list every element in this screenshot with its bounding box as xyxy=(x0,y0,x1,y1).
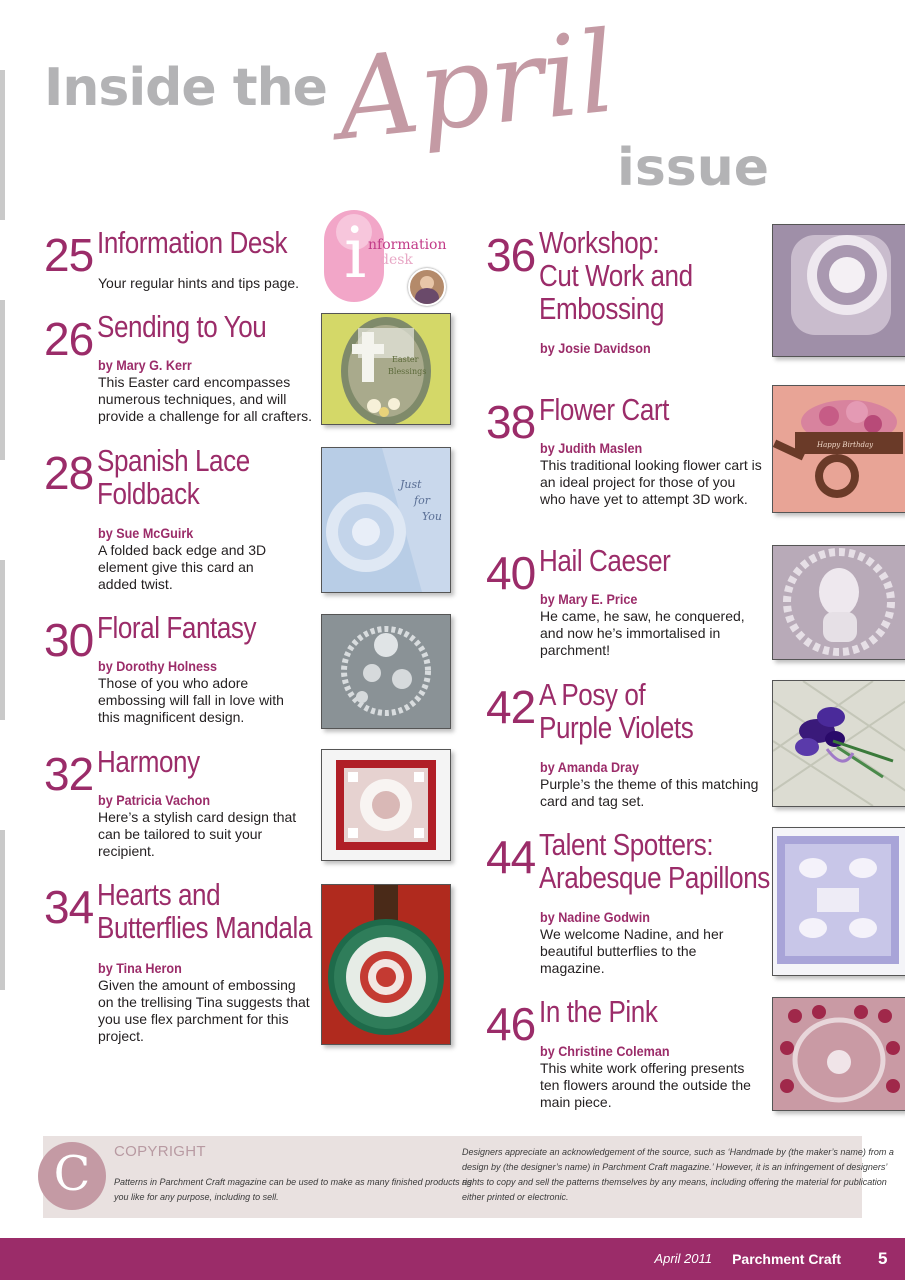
copyright-symbol: C xyxy=(53,1146,91,1202)
footer-date: April 2011 xyxy=(654,1251,712,1266)
article-byline: by Dorothy Holness xyxy=(98,658,218,674)
page-number: 38 xyxy=(486,396,536,448)
description-line: This white work offering presents xyxy=(540,1060,745,1076)
page-number: 44 xyxy=(486,831,536,883)
thumb-text: Blessings xyxy=(388,367,427,376)
article-byline: by Judith Maslen xyxy=(540,440,643,456)
edge-decoration xyxy=(0,70,5,220)
harmony-image xyxy=(322,750,450,860)
title-inside-the: Inside the xyxy=(44,58,327,118)
thumbnail-flower-cart xyxy=(772,385,905,513)
thumb-text: Just xyxy=(400,478,422,491)
article-title xyxy=(97,310,299,343)
article-title xyxy=(539,226,722,325)
description-line: an ideal project for those of you xyxy=(540,474,736,490)
article-title-line: Flower Cart xyxy=(539,392,669,427)
article-title-line: A Posy of xyxy=(539,677,646,712)
thumb-text: Happy Birthday xyxy=(817,441,874,449)
description-line: Here’s a stylish card design that xyxy=(98,809,297,825)
page-number: 25 xyxy=(44,229,94,281)
page-number: 36 xyxy=(486,229,536,281)
description-line: We welcome Nadine, and her xyxy=(540,926,724,942)
thumbnail-arabesque xyxy=(772,827,905,976)
info-logo-avatar xyxy=(408,268,446,306)
article-byline: by Mary E. Price xyxy=(540,591,638,607)
edge-decoration xyxy=(0,560,5,720)
thumbnail-purple-violets xyxy=(772,680,905,807)
article-byline: by Christine Coleman xyxy=(540,1043,670,1059)
title-issue: issue xyxy=(617,138,770,198)
article-title-line: Floral Fantasy xyxy=(97,610,257,645)
article-title xyxy=(97,226,323,259)
workshop-image xyxy=(773,225,905,356)
article-description xyxy=(98,542,266,593)
description-line: parchment! xyxy=(540,642,611,658)
article-byline: by Amanda Dray xyxy=(540,759,639,775)
description-line: recipient. xyxy=(98,843,155,859)
thumbnail-mandala xyxy=(321,884,451,1045)
article-byline: by Mary G. Kerr xyxy=(98,357,192,373)
page-number: 32 xyxy=(44,748,94,800)
article-title-line: Spanish Lace xyxy=(97,443,250,478)
copyright-line: either printed or electronic. xyxy=(462,1192,569,1202)
spanish-lace-image xyxy=(322,448,450,592)
article-description xyxy=(540,457,762,508)
easter-card-image xyxy=(322,314,450,424)
description-line: this magnificent design. xyxy=(98,709,245,725)
copyright-line: Designers appreciate an acknowledgement of the source, such as ‘Handmade by (the maker’s name) from a xyxy=(462,1147,894,1157)
thumbnail-hail-caeser xyxy=(772,545,905,660)
thumbnail-workshop xyxy=(772,224,905,357)
description-line: can be tailored to suit your xyxy=(98,826,263,842)
article-title-line: Purple Violets xyxy=(539,710,694,745)
article-title-line: Harmony xyxy=(97,744,200,779)
description-line: He came, he saw, he conquered, xyxy=(540,608,745,624)
info-logo-word2: desk xyxy=(380,252,413,268)
edge-decoration xyxy=(0,300,5,460)
description-line: project. xyxy=(98,1028,144,1044)
article-title-line: Embossing xyxy=(539,291,665,326)
page-number: 26 xyxy=(44,313,94,365)
copyright-icon xyxy=(38,1142,106,1210)
info-logo-letter: i xyxy=(344,212,367,294)
article-title-line: Talent Spotters: xyxy=(539,827,714,862)
description-line: Purple’s the theme of this matching xyxy=(540,776,759,792)
thumbnail-spanish-lace xyxy=(321,447,451,593)
footer-page-number: 5 xyxy=(878,1249,888,1268)
edge-decoration xyxy=(0,830,5,990)
page-number: 34 xyxy=(44,881,94,933)
thumbnail-harmony xyxy=(321,749,451,861)
article-title-line: Hearts and xyxy=(97,877,221,912)
description-line: beautiful butterflies to the xyxy=(540,943,697,959)
thumbnail-in-the-pink xyxy=(772,997,905,1111)
description-line: who have yet to attempt 3D work. xyxy=(540,491,748,507)
article-description xyxy=(540,776,758,810)
page-number: 28 xyxy=(44,447,94,499)
description-line: Those of you who adore xyxy=(98,675,249,691)
info-logo-word1: nformation xyxy=(368,237,447,253)
description-line: A folded back edge and 3D xyxy=(98,542,267,558)
article-description xyxy=(98,977,310,1045)
article-title-line: Butterflies Mandala xyxy=(97,910,312,945)
title-month: April xyxy=(331,7,622,166)
article-title xyxy=(97,745,219,778)
description-line: added twist. xyxy=(98,576,173,592)
article-title-line: In the Pink xyxy=(539,994,658,1029)
page-number: 42 xyxy=(486,681,536,733)
article-title xyxy=(539,544,695,577)
mandala-image xyxy=(322,885,450,1044)
description-line: main piece. xyxy=(540,1094,612,1110)
article-title xyxy=(539,995,680,1028)
description-line: and now he’s immortalised in xyxy=(540,625,721,641)
article-description xyxy=(98,809,296,860)
description-line: on the trellising Tina suggests that xyxy=(98,994,310,1010)
purple-violets-image xyxy=(773,681,905,806)
flower-cart-image xyxy=(773,386,905,512)
description-line: provide a challenge for all crafters. xyxy=(98,408,312,424)
description-line: you use flex parchment for this xyxy=(98,1011,289,1027)
article-byline: by Sue McGuirk xyxy=(98,525,194,541)
copyright-heading: COPYRIGHT xyxy=(114,1143,206,1160)
description-line: embossing will fall in love with xyxy=(98,692,284,708)
article-title xyxy=(97,444,279,510)
thumbnail-easter-card xyxy=(321,313,451,425)
page-number: 30 xyxy=(44,614,94,666)
page-number: 46 xyxy=(486,998,536,1050)
article-description xyxy=(98,675,284,726)
description-line: This Easter card encompasses xyxy=(98,374,291,390)
page-number: 40 xyxy=(486,547,536,599)
description-line: card and tag set. xyxy=(540,793,645,809)
article-description xyxy=(540,926,723,977)
information-desk-logo xyxy=(322,210,472,310)
article-description xyxy=(540,608,745,659)
article-title xyxy=(97,611,286,644)
article-title-line: Hail Caeser xyxy=(539,543,671,578)
thumbnail-floral-fantasy xyxy=(321,614,451,729)
article-byline: by Tina Heron xyxy=(98,960,182,976)
copyright-line: rights to copy and sell the patterns themselves by any means, including offering the material for publication xyxy=(462,1177,887,1187)
description-line: numerous techniques, and will xyxy=(98,391,287,407)
footer-magazine-name: Parchment Craft xyxy=(732,1251,841,1267)
article-title-line: Workshop: xyxy=(539,225,660,260)
article-title xyxy=(97,878,353,944)
copyright-line: you like for any purpose, including to sell. xyxy=(114,1192,279,1202)
copyright-right-text xyxy=(462,1145,894,1205)
thumb-text: for xyxy=(414,494,430,507)
article-title-line: Sending to You xyxy=(97,309,267,344)
article-description xyxy=(540,1060,751,1111)
description-line: This traditional looking flower cart is xyxy=(540,457,762,473)
thumb-text: Easter xyxy=(392,355,419,364)
article-title-line: Information Desk xyxy=(97,225,288,260)
thumb-text: You xyxy=(422,510,443,523)
description-line: Given the amount of embossing xyxy=(98,977,296,993)
description-line: element give this card an xyxy=(98,559,254,575)
article-title xyxy=(539,393,694,426)
article-title-line: Foldback xyxy=(97,476,200,511)
article-title xyxy=(539,678,723,744)
in-the-pink-image xyxy=(773,998,905,1110)
hail-caeser-image xyxy=(773,546,905,659)
description-line: magazine. xyxy=(540,960,605,976)
description-line: Your regular hints and tips page. xyxy=(98,275,300,291)
copyright-line: design by (the designer’s name) in Parchment Craft magazine.’ However, it is an infringement of designers’ xyxy=(462,1162,888,1172)
article-byline: by Josie Davidson xyxy=(540,340,651,356)
copyright-left-text xyxy=(114,1175,472,1205)
description-line: ten flowers around the outside the xyxy=(540,1077,751,1093)
article-byline: by Nadine Godwin xyxy=(540,909,650,925)
floral-fantasy-image xyxy=(322,615,450,728)
article-description xyxy=(98,275,299,292)
article-description xyxy=(98,374,312,425)
copyright-line: Patterns in Parchment Craft magazine can be used to make as many finished products as xyxy=(114,1177,472,1187)
article-title-line: Arabesque Papillons xyxy=(539,860,770,895)
article-byline: by Patricia Vachon xyxy=(98,792,211,808)
arabesque-image xyxy=(773,828,905,975)
article-title-line: Cut Work and xyxy=(539,258,693,293)
